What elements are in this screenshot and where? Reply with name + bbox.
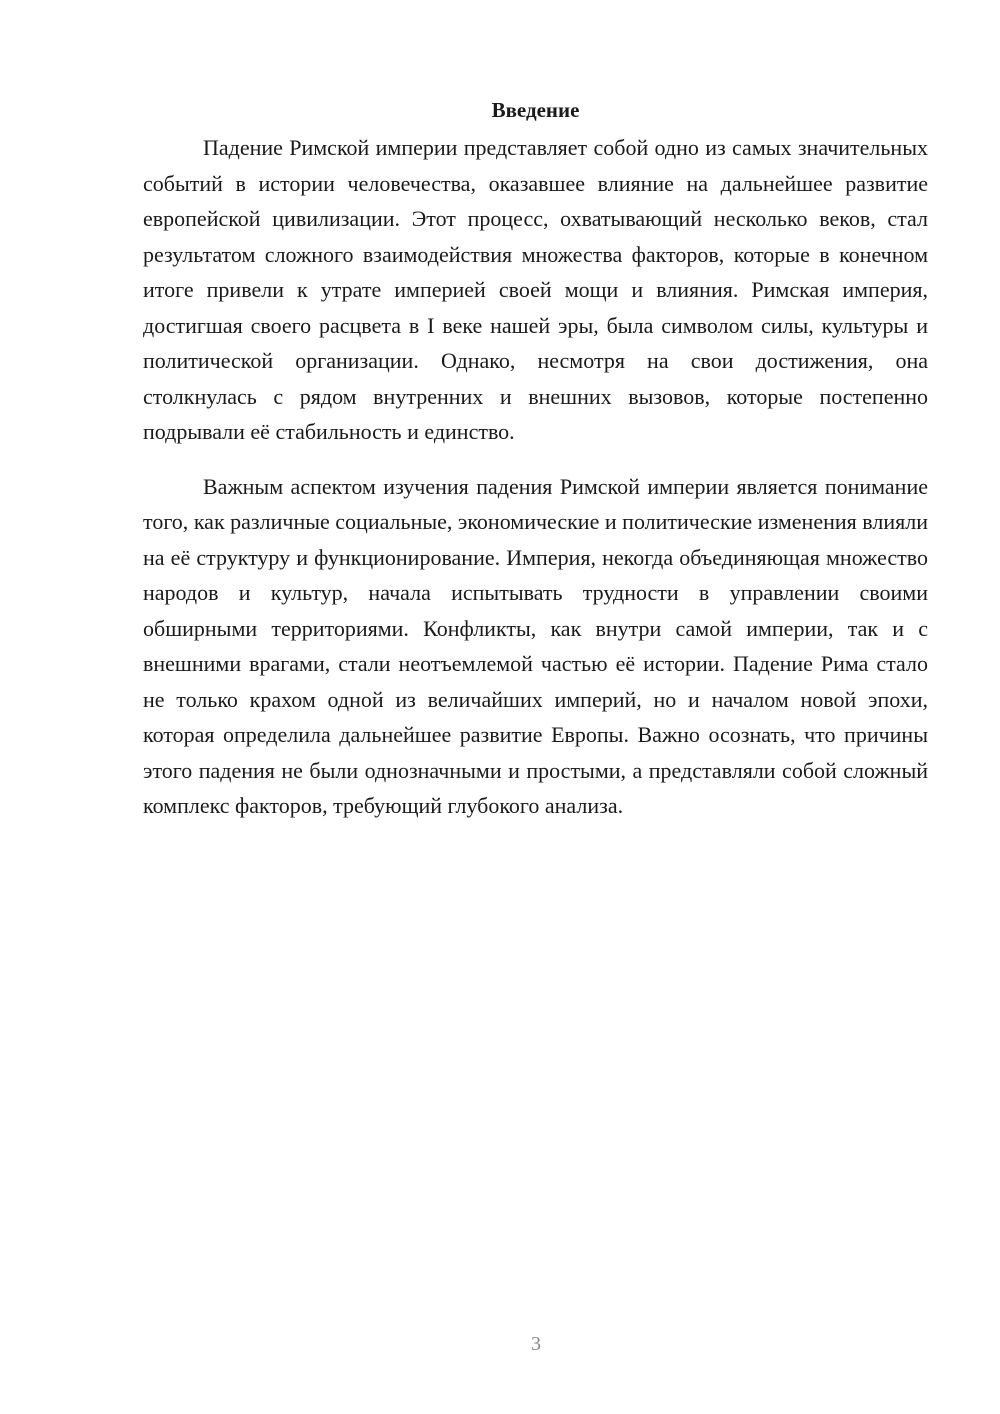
- section-heading: Введение: [491, 98, 580, 122]
- paragraph-1: Падение Римской империи представляет собой одно из самых значительных событий в истории человечества, оказавшее влияние на дальнейшее развитие европейской цивилизации. Этот процесс, охватывающий несколько веков, стал результатом сложного взаимодействия множества факторов, которые в конечном итоге привели к утрате империей своей мощи и влияния. Римская империя, достигшая своего расцвета в I веке нашей эры, была символом силы, культуры и политической организации. Однако, несмотря на свои достижения, она столкнулась с рядом внутренних и внешних вызовов, которые постепенно подрывали её стабильность и единство.: [143, 135, 928, 444]
- paragraph-2: Важным аспектом изучения падения Римской империи является понимание того, как различные социальные, экономические и политические изменения влияли на её структуру и функционирование. Империя, некогда объединяющая множество народов и культур, начала испытывать трудности в управлении своими обширными территориями. Конфликты, как внутри самой империи, так и с внешними врагами, стали неотъемлемой частью её истории. Падение Рима стало не только крахом одной из величайших империй, но и началом новой эпохи, которая определила дальнейшее развитие Европы. Важно осознать, что причины этого падения не были однозначными и простыми, а представляли собой сложный комплекс факторов, требующий глубокого анализа.: [143, 473, 928, 818]
- page-content: [143, 95, 928, 824]
- page-number: 3: [531, 1333, 541, 1355]
